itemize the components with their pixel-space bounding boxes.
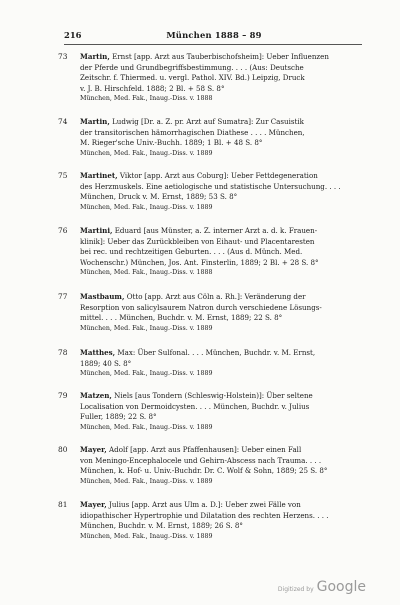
- google-logo: Google: [316, 579, 366, 595]
- entry-text-line: v. J. B. Hirschfeld. 1888; 2 Bl. + 58 S. 8°: [80, 83, 225, 93]
- entry-text-line: Otto [app. Arzt aus Cöln a. Rh.]: Veränderung der: [126, 292, 306, 301]
- entry-text-line: Fuller, 1889; 22 S. 8°: [80, 412, 157, 422]
- entry-text-line: Adolf [app. Arzt aus Pfaffenhausen]: Ueber einen Fall: [109, 445, 302, 454]
- entry-text-line: Resorption von salicylsaurem Natron durch verschiedene Lösungs-: [80, 302, 322, 312]
- entry-text-line: mittel. . . . München, Buchdr. v. M. Ernst, 1889; 22 S. 8°: [80, 313, 283, 323]
- entry-note: München, Med. Fak., Inaug.-Diss. v. 1889: [80, 370, 213, 378]
- entry-author: Martinet,: [80, 171, 118, 180]
- entry-text-line: Ludwig [Dr. a. Z. pr. Arzt auf Sumatra]: Zur Casuistik: [112, 117, 304, 126]
- bibliography-entry-81: [58, 500, 370, 542]
- entry-note: München, Med. Fak., Inaug.-Diss. v. 1889: [80, 532, 213, 540]
- entry-text-line: München, k. Hof- u. Univ.-Buchdr. Dr. C. Wolf & Sohn, 1889; 25 S. 8°: [80, 466, 328, 476]
- bibliography-entry-76: [58, 226, 370, 278]
- entry-text-line: der transitorischen hämorrhagischen Diathese . . . . München,: [80, 127, 305, 137]
- entry-text-line: der Pferde und Grundbegriffsbestimmung. . . . (Aus: Deutsche: [80, 62, 304, 72]
- entry-text-line: Viktor [app. Arzt aus Coburg]: Ueber Fettdegeneration: [119, 171, 318, 180]
- entry-text-line: München, Buchdr. v. M. Ernst, 1889; 26 S. 8°: [80, 521, 243, 531]
- page-header: [64, 30, 364, 44]
- entry-number: 75: [58, 171, 68, 180]
- bibliography-entry-73: [58, 52, 370, 104]
- entry-number: 80: [58, 445, 68, 454]
- watermark-prefix: Digitized by: [277, 586, 314, 593]
- entry-text-line: München, Druck v. M. Ernst, 1889; 53 S. 8°: [80, 192, 238, 202]
- entry-note: München, Med. Fak., Inaug.-Diss. v. 1888: [80, 95, 213, 103]
- entry-number: 76: [58, 226, 68, 235]
- bibliography-entry-79: [58, 391, 370, 433]
- entry-text-line: Eduard [aus Münster, a. Z. interner Arzt a. d. k. Frauen-: [114, 226, 318, 235]
- bibliography-entry-78: [58, 348, 370, 379]
- entry-author: Mastbaum,: [80, 292, 125, 301]
- entry-number: 79: [58, 391, 68, 400]
- entry-text-line: M. Rieger'sche Univ.-Buchh. 1889; 1 Bl. + 48 S. 8°: [80, 138, 263, 148]
- entry-note: München, Med. Fak., Inaug.-Diss. v. 1889: [80, 149, 213, 157]
- entry-author: Mayer,: [80, 445, 107, 454]
- entry-text-line: Zeitschr. f. Thiermed. u. vergl. Pathol. XIV. Bd.) Leipzig, Druck: [80, 73, 305, 83]
- entry-number: 81: [58, 500, 68, 509]
- entry-author: Matthes,: [80, 348, 116, 357]
- google-watermark: [278, 576, 366, 595]
- bibliography-entry-74: [58, 117, 370, 159]
- entry-note: München, Med. Fak., Inaug.-Diss. v. 1888: [80, 269, 213, 277]
- entry-author: Martini,: [80, 226, 113, 235]
- running-head: München 1888 – 89: [166, 30, 262, 40]
- bibliography-entry-80: [58, 445, 370, 487]
- entry-author: Matzen,: [80, 391, 112, 400]
- entry-number: 74: [58, 117, 68, 126]
- entry-author: Martin,: [80, 117, 110, 126]
- entry-text-line: Max: Über Sulfonal. . . . München, Buchdr. v. M. Ernst,: [117, 348, 316, 357]
- entry-text-line: Julius [app. Arzt aus Ulm a. D.]: Ueber zwei Fälle von: [109, 500, 301, 509]
- entry-note: München, Med. Fak., Inaug.-Diss. v. 1889: [80, 203, 213, 211]
- entry-text-line: idiopathischer Hypertrophie und Dilatation des rechten Herzens. . . .: [80, 510, 329, 520]
- entry-note: München, Med. Fak., Inaug.-Diss. v. 1889: [80, 477, 213, 485]
- entry-author: Martin,: [80, 52, 110, 61]
- header-rule: [64, 44, 362, 45]
- entry-text-line: Wochenschr.) München, Jos. Ant. Finsterlin, 1889; 2 Bl. + 28 S. 8°: [80, 257, 319, 267]
- entry-text-line: von Meningo-Encephalocele und Gehirn-Abscess nach Trauma. . . .: [80, 455, 322, 465]
- entry-number: 73: [58, 52, 68, 61]
- entry-note: München, Med. Fak., Inaug.-Diss. v. 1889: [80, 324, 213, 332]
- bibliography-entry-75: [58, 171, 370, 213]
- entry-text-line: des Herzmuskels. Eine aetiologische und statistische Untersuchung. . . .: [80, 181, 341, 191]
- bibliography-entry-77: [58, 292, 370, 334]
- entry-author: Mayer,: [80, 500, 107, 509]
- entry-text-line: bei rec. und rechtzeitigen Geburten. . . . (Aus d. Münch. Med.: [80, 247, 303, 257]
- entry-text-line: klinik]: Ueber das Zurückbleiben von Eihaut- und Placentaresten: [80, 236, 315, 246]
- entry-number: 77: [58, 292, 68, 301]
- page-number: 216: [64, 30, 82, 40]
- entry-text-line: 1889; 40 S. 8°: [80, 358, 132, 368]
- entry-text-line: Localisation von Dermoidcysten. . . . München, Buchdr. v. Julius: [80, 401, 310, 411]
- entry-text-line: Ernst [app. Arzt aus Tauberbischofsheim]: Ueber Influenzen: [112, 52, 329, 61]
- entry-note: München, Med. Fak., Inaug.-Diss. v. 1889: [80, 423, 213, 431]
- entry-number: 78: [58, 348, 68, 357]
- entry-text-line: Niels [aus Tondern (Schleswig-Holstein)]: Über seltene: [114, 391, 313, 400]
